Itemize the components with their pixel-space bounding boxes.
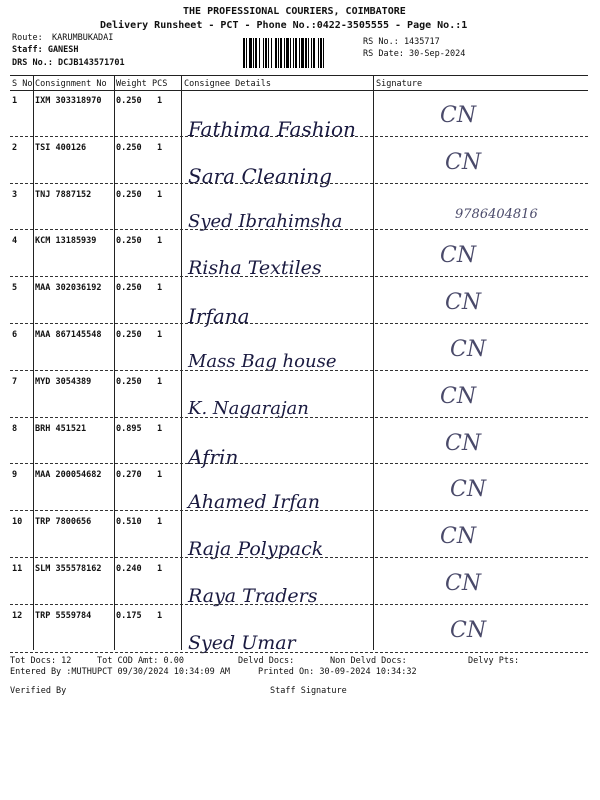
consignment-number: BRH 451521 xyxy=(35,424,87,434)
pieces-count: 1 xyxy=(157,330,163,340)
consignment-number: IXM 303318970 xyxy=(35,96,102,106)
consignment-number: MAA 867145548 xyxy=(35,330,102,340)
pieces-count: 1 xyxy=(157,96,163,106)
footer-rule xyxy=(10,652,588,653)
consignment-number: TSI 400126 xyxy=(35,143,87,153)
total-docs: Tot Docs: 12 xyxy=(10,656,72,666)
consignee-handwritten: Ahamed Irfan xyxy=(188,491,320,513)
row-divider xyxy=(10,463,588,464)
total-cod-amount: Tot COD Amt: 0.00 xyxy=(97,656,184,666)
consignee-handwritten: Risha Textiles xyxy=(188,257,322,279)
consignment-number: MYD 3054389 xyxy=(35,377,92,387)
entered-by: Entered By :MUTHUPCT 09/30/2024 10:34:09 AM xyxy=(10,667,231,677)
consignee-handwritten: Fathima Fashion xyxy=(188,117,356,141)
row-divider xyxy=(10,417,588,418)
consignment-number: TNJ 7887152 xyxy=(35,190,92,200)
row-serial-number: 11 xyxy=(12,564,23,574)
pieces-count: 1 xyxy=(157,424,163,434)
weight-value: 0.510 xyxy=(116,517,142,527)
row-divider xyxy=(10,604,588,605)
non-delivered-docs: Non Delvd Docs: xyxy=(330,656,407,666)
pieces-count: 1 xyxy=(157,377,163,387)
column-header-signature: Signature xyxy=(376,79,423,89)
row-serial-number: 7 xyxy=(12,377,18,387)
receiver-signature: CN xyxy=(445,290,482,315)
weight-value: 0.250 xyxy=(116,143,142,153)
company-name: THE PROFESSIONAL COURIERS, COIMBATORE xyxy=(183,6,406,17)
consignee-handwritten: Raya Traders xyxy=(188,585,318,607)
consignee-handwritten: Afrin xyxy=(188,445,239,469)
weight-value: 0.250 xyxy=(116,190,142,200)
staff-name: Staff: GANESH xyxy=(12,45,79,55)
receiver-signature: CN xyxy=(440,243,477,268)
rs-date: RS Date: 30-Sep-2024 xyxy=(363,49,466,59)
consignee-handwritten: Raja Polypack xyxy=(188,538,324,560)
drs-number: DRS No.: DCJB143571701 xyxy=(12,58,125,68)
receiver-phone-handwritten: 9786404816 xyxy=(455,207,538,222)
pieces-count: 1 xyxy=(157,470,163,480)
row-serial-number: 4 xyxy=(12,236,18,246)
printed-on: Printed On: 30-09-2024 10:34:32 xyxy=(258,667,417,677)
row-divider xyxy=(10,323,588,324)
row-serial-number: 8 xyxy=(12,424,18,434)
weight-value: 0.250 xyxy=(116,330,142,340)
weight-value: 0.250 xyxy=(116,236,142,246)
pieces-count: 1 xyxy=(157,143,163,153)
delivered-docs: Delvd Docs: xyxy=(238,656,295,666)
pieces-count: 1 xyxy=(157,564,163,574)
receiver-signature: CN xyxy=(440,524,477,549)
row-serial-number: 5 xyxy=(12,283,18,293)
row-serial-number: 9 xyxy=(12,470,18,480)
pieces-count: 1 xyxy=(157,283,163,293)
weight-value: 0.895 xyxy=(116,424,142,434)
consignment-number: SLM 355578162 xyxy=(35,564,102,574)
receiver-signature: CN xyxy=(450,477,487,502)
row-divider xyxy=(10,276,588,277)
row-serial-number: 3 xyxy=(12,190,18,200)
pieces-count: 1 xyxy=(157,190,163,200)
pieces-count: 1 xyxy=(157,611,163,621)
route-label: Route: xyxy=(12,33,43,43)
column-header-consignee: Consignee Details xyxy=(184,79,271,89)
runsheet-title: Delivery Runsheet - PCT - Phone No.:0422-3505555 - Page No.:1 xyxy=(100,20,468,31)
receiver-signature: CN xyxy=(440,384,477,409)
rs-number: RS No.: 1435717 xyxy=(363,37,440,47)
column-header-consignment: Consignment No xyxy=(35,79,107,89)
table-header-rule xyxy=(10,90,588,91)
barcode-image xyxy=(243,38,353,68)
route-value: KARUMBUKADAI xyxy=(52,33,114,43)
row-serial-number: 1 xyxy=(12,96,18,106)
row-divider xyxy=(10,183,588,184)
column-divider xyxy=(114,75,115,650)
row-serial-number: 10 xyxy=(12,517,23,527)
pieces-count: 1 xyxy=(157,236,163,246)
weight-value: 0.270 xyxy=(116,470,142,480)
consignment-number: MAA 200054682 xyxy=(35,470,102,480)
consignee-handwritten: Syed Ibrahimsha xyxy=(188,211,343,232)
column-divider xyxy=(373,75,374,650)
consignment-number: MAA 302036192 xyxy=(35,283,102,293)
consignment-number: TRP 7800656 xyxy=(35,517,92,527)
consignee-handwritten: K. Nagarajan xyxy=(188,398,309,419)
receiver-signature: CN xyxy=(445,150,482,175)
row-divider xyxy=(10,557,588,558)
column-header-pcs: PCS xyxy=(152,79,168,89)
row-divider xyxy=(10,229,588,230)
row-serial-number: 2 xyxy=(12,143,18,153)
weight-value: 0.250 xyxy=(116,377,142,387)
column-header-weight: Weight xyxy=(116,79,147,89)
consignee-handwritten: Mass Bag house xyxy=(188,351,337,372)
delivery-points: Delvy Pts: xyxy=(468,656,520,666)
row-divider xyxy=(10,136,588,137)
receiver-signature: CN xyxy=(440,103,477,128)
consignment-number: KCM 13185939 xyxy=(35,236,97,246)
consignment-number: TRP 5559784 xyxy=(35,611,92,621)
consignee-handwritten: Sara Cleaning xyxy=(188,164,332,188)
pieces-count: 1 xyxy=(157,517,163,527)
row-divider xyxy=(10,510,588,511)
row-serial-number: 12 xyxy=(12,611,23,621)
receiver-signature: CN xyxy=(450,337,487,362)
receiver-signature: CN xyxy=(445,431,482,456)
weight-value: 0.250 xyxy=(116,96,142,106)
consignee-handwritten: Syed Umar xyxy=(188,632,296,654)
verified-by-label: Verified By xyxy=(10,686,67,696)
column-divider xyxy=(181,75,182,650)
column-header-sno: S No xyxy=(12,79,33,89)
weight-value: 0.240 xyxy=(116,564,142,574)
receiver-signature: CN xyxy=(445,571,482,596)
consignee-handwritten: Irfana xyxy=(188,304,250,328)
staff-signature-label: Staff Signature xyxy=(270,686,347,696)
receiver-signature: CN xyxy=(450,618,487,643)
column-divider xyxy=(33,75,34,650)
weight-value: 0.175 xyxy=(116,611,142,621)
weight-value: 0.250 xyxy=(116,283,142,293)
table-top-rule xyxy=(10,75,588,76)
row-divider xyxy=(10,370,588,371)
row-serial-number: 6 xyxy=(12,330,18,340)
